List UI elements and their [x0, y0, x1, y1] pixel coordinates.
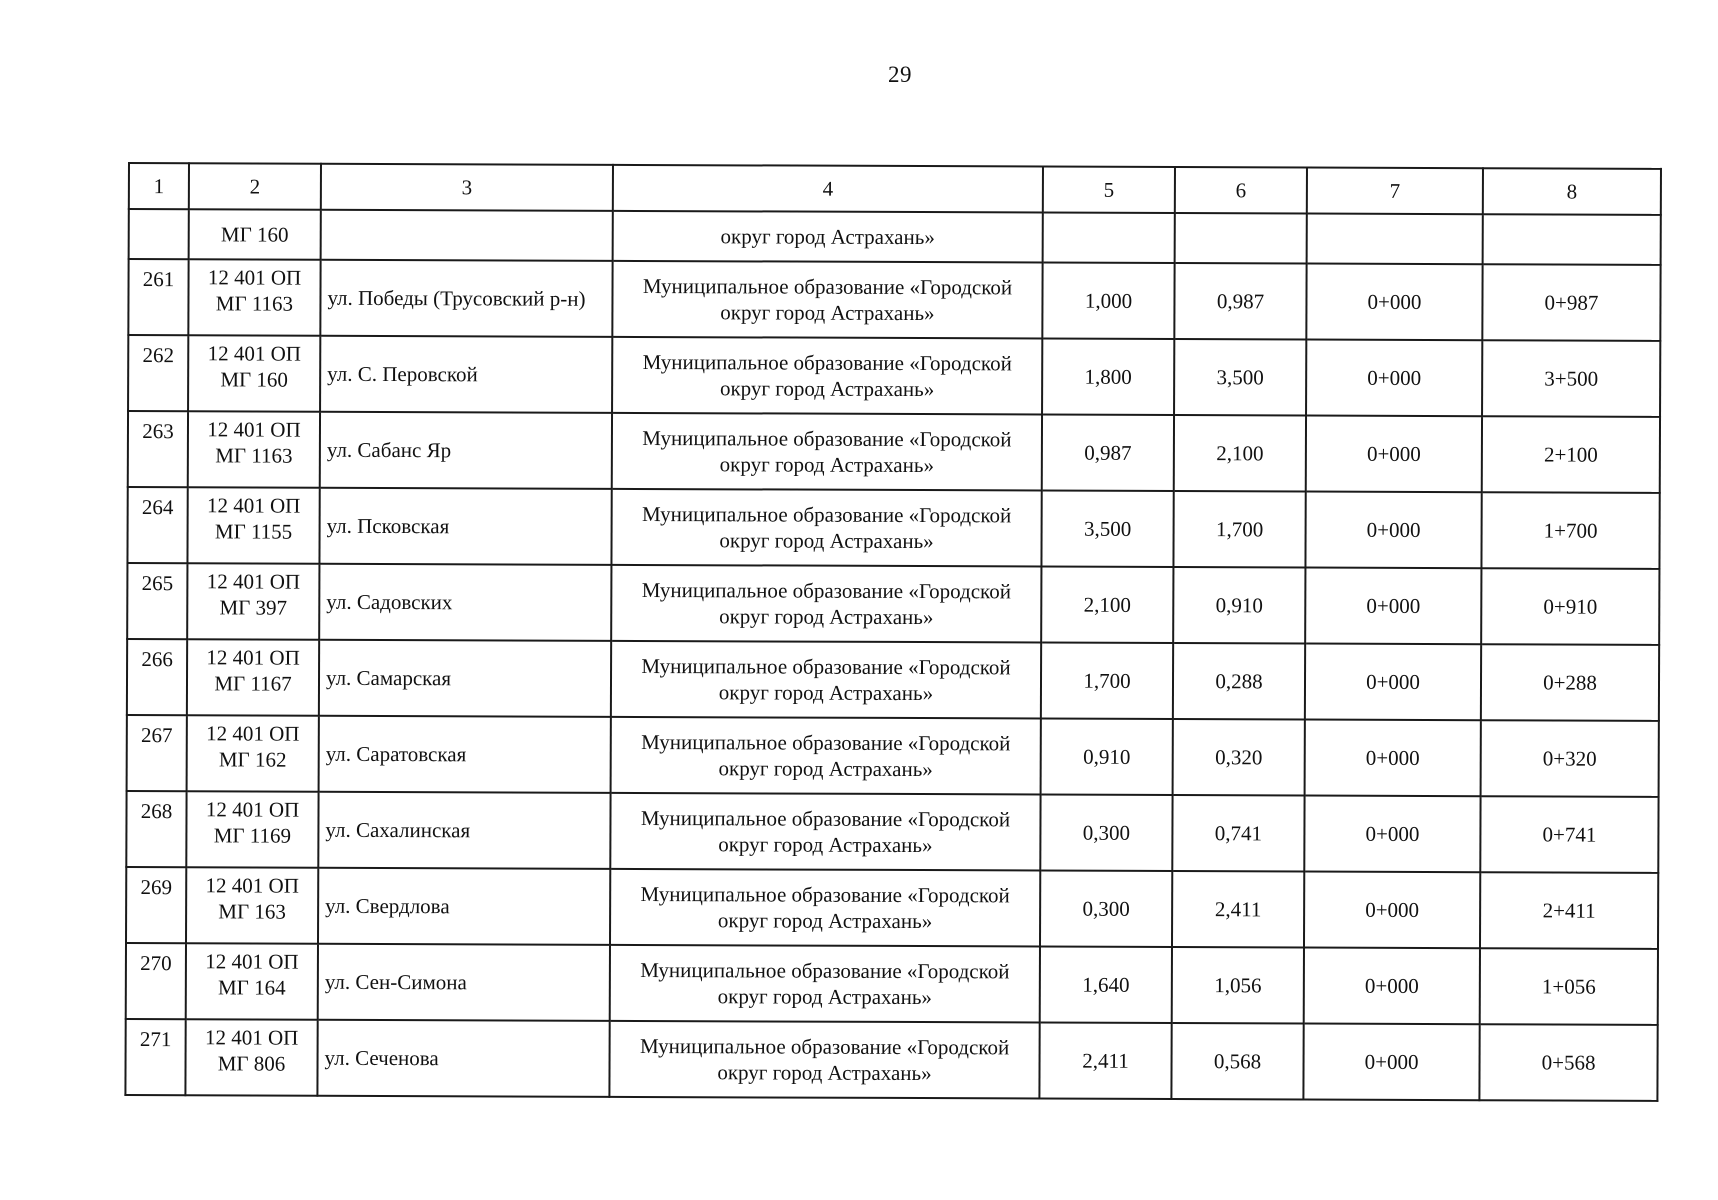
value-cell-8: 3+500 — [1482, 340, 1660, 417]
value-cell-6: 2,411 — [1172, 871, 1304, 948]
value-cell-7: 0+000 — [1306, 340, 1482, 417]
owner-line: округ город Астрахань» — [719, 376, 935, 402]
table-row — [128, 259, 1660, 341]
road-code-line: 12 401 ОП — [205, 949, 299, 974]
roads-table — [124, 162, 1662, 1102]
owner-line: Муниципальное образование «Городской — [641, 653, 1011, 680]
value-cell-8: 1+056 — [1480, 948, 1658, 1025]
value-cell-5: 0,300 — [1040, 871, 1172, 948]
value-cell-5: 0,300 — [1040, 795, 1172, 872]
value-cell-5: 3,500 — [1041, 491, 1173, 568]
value-cell-6: 0,568 — [1171, 1023, 1303, 1100]
owner-line: Муниципальное образование «Городской — [640, 805, 1011, 832]
street-name-cell: ул. Садовских — [319, 564, 611, 641]
row-number-cell: 268 — [126, 791, 186, 867]
column-number: 7 — [1307, 168, 1483, 215]
road-code-cell — [187, 715, 319, 792]
owner-line: округ город Астрахань» — [717, 1060, 932, 1086]
street-name-cell: ул. Саратовская — [319, 716, 611, 793]
road-code-line: МГ 1163 — [215, 291, 294, 316]
owner-cell — [611, 641, 1041, 719]
value-cell-8: 0+987 — [1482, 264, 1660, 341]
value-cell-8: 0+320 — [1481, 720, 1659, 797]
row-number-cell — [129, 209, 189, 259]
road-code-cell: МГ 160 — [189, 209, 321, 260]
road-code-cell — [185, 1019, 317, 1096]
table-row — [126, 791, 1658, 873]
road-code-line: МГ 163 — [218, 899, 286, 924]
value-cell-8: 1+700 — [1481, 492, 1659, 569]
owner-line: Муниципальное образование «Городской — [642, 273, 1013, 300]
road-code-cell — [187, 639, 319, 716]
owner-cell: округ город Астрахань» — [613, 211, 1043, 263]
row-number-cell: 264 — [127, 487, 187, 563]
road-code-cell — [186, 867, 318, 944]
value-cell-8: 0+910 — [1481, 568, 1659, 645]
value-cell-8: 2+411 — [1480, 872, 1658, 949]
value-cell-6 — [1175, 213, 1307, 264]
owner-cell — [611, 717, 1041, 795]
street-name-cell: ул. Сабанс Яр — [320, 412, 612, 489]
column-number: 4 — [613, 165, 1043, 213]
row-number-cell: 262 — [128, 335, 188, 411]
continuation-row — [129, 209, 1661, 265]
owner-cell — [610, 869, 1040, 947]
owner-line: округ город Астрахань» — [718, 756, 933, 782]
value-cell-5: 1,640 — [1040, 947, 1172, 1024]
road-code-line: 12 401 ОП — [205, 797, 300, 822]
owner-line: Муниципальное образование «Городской — [642, 349, 1012, 376]
road-code-line: МГ 1163 — [215, 443, 293, 468]
column-number: 2 — [189, 163, 321, 210]
street-name-cell: ул. Самарская — [319, 640, 611, 717]
owner-line: Муниципальное образование «Городской — [640, 957, 1010, 984]
road-code-line: МГ 162 — [218, 747, 287, 772]
value-cell-6: 0,987 — [1174, 263, 1306, 340]
value-cell-7: 0+000 — [1304, 948, 1480, 1025]
owner-cell — [611, 489, 1041, 567]
value-cell-6: 2,100 — [1174, 415, 1306, 492]
value-cell-8: 0+568 — [1479, 1024, 1657, 1101]
value-cell-7 — [1307, 214, 1483, 265]
road-code-line: МГ 160 — [220, 367, 288, 392]
table-row — [126, 867, 1658, 949]
value-cell-7: 0+000 — [1305, 568, 1481, 645]
table-row — [126, 943, 1658, 1025]
owner-line: Муниципальное образование «Городской — [642, 425, 1012, 452]
road-code-line: МГ 164 — [217, 975, 286, 1000]
value-cell-7: 0+000 — [1305, 644, 1481, 721]
owner-line: Муниципальное образование «Городской — [639, 1033, 1010, 1060]
value-cell-6: 1,700 — [1173, 491, 1305, 568]
street-name-cell: ул. Сахалинская — [318, 792, 610, 869]
table-row — [125, 1019, 1657, 1101]
column-number: 3 — [321, 164, 613, 211]
owner-line: Муниципальное образование «Городской — [641, 577, 1012, 604]
owner-line: округ город Астрахань» — [718, 680, 934, 706]
value-cell-5: 1,800 — [1042, 339, 1174, 416]
page-number: 29 — [888, 62, 912, 87]
value-cell-6: 1,056 — [1172, 947, 1304, 1024]
road-code-cell — [188, 259, 320, 336]
table-row — [127, 563, 1659, 645]
value-cell-7: 0+000 — [1305, 720, 1481, 797]
value-cell-6: 0,288 — [1173, 643, 1305, 720]
row-number-cell: 266 — [127, 639, 187, 715]
value-cell-5: 2,411 — [1039, 1023, 1171, 1100]
column-number: 1 — [129, 163, 189, 209]
row-number-cell: 270 — [126, 943, 186, 1019]
road-code-line: МГ 806 — [217, 1051, 286, 1076]
table-row — [128, 411, 1660, 493]
road-code-line: 12 401 ОП — [207, 417, 301, 442]
road-code-line: 12 401 ОП — [206, 569, 301, 594]
street-name-cell: ул. Победы (Трусовский р-н) — [320, 260, 612, 337]
row-number-cell: 263 — [128, 411, 188, 487]
road-code-line: 12 401 ОП — [207, 265, 302, 290]
street-name-cell — [321, 210, 613, 261]
column-number: 8 — [1483, 168, 1661, 215]
value-cell-7: 0+000 — [1303, 1024, 1479, 1101]
value-cell-5: 0,910 — [1041, 719, 1173, 796]
table-row — [127, 639, 1659, 721]
value-cell-8: 2+100 — [1482, 416, 1660, 493]
road-code-line: МГ 397 — [219, 595, 288, 620]
owner-line: округ город Астрахань» — [719, 452, 935, 478]
road-code-line: МГ 1155 — [214, 519, 293, 544]
row-number-cell: 271 — [125, 1019, 185, 1095]
table-row — [128, 335, 1660, 417]
value-cell-5: 1,700 — [1041, 643, 1173, 720]
road-code-cell — [188, 335, 320, 412]
road-code-cell — [187, 487, 319, 564]
table-row — [127, 715, 1659, 797]
owner-line: округ город Астрахань» — [719, 604, 934, 630]
owner-line: округ город Астрахань» — [717, 908, 933, 934]
road-code-line: 12 401 ОП — [206, 493, 301, 518]
owner-line: округ город Астрахань» — [720, 300, 935, 326]
owner-cell — [610, 945, 1040, 1023]
value-cell-7: 0+000 — [1304, 872, 1480, 949]
row-number-cell: 261 — [128, 259, 188, 335]
owner-line: округ город Астрахань» — [718, 832, 933, 858]
owner-cell — [609, 1021, 1039, 1099]
owner-cell — [612, 337, 1042, 415]
owner-line: округ город Астрахань» — [719, 528, 934, 554]
road-code-line: МГ 1167 — [214, 671, 292, 696]
street-name-cell: ул. Псковская — [319, 488, 611, 565]
street-name-cell: ул. Сеченова — [317, 1020, 609, 1097]
value-cell-6: 0,910 — [1173, 567, 1305, 644]
road-code-cell — [188, 411, 320, 488]
column-number: 5 — [1043, 167, 1175, 214]
street-name-cell: ул. Сен-Симона — [318, 944, 610, 1021]
owner-line: Муниципальное образование «Городской — [641, 729, 1011, 756]
value-cell-6: 3,500 — [1174, 339, 1306, 416]
road-code-line: МГ 1169 — [213, 823, 292, 848]
road-code-cell — [186, 943, 318, 1020]
road-code-cell — [186, 791, 318, 868]
value-cell-6: 0,320 — [1173, 719, 1305, 796]
row-number-cell: 265 — [127, 563, 187, 639]
owner-cell — [612, 261, 1042, 339]
value-cell-5 — [1043, 213, 1175, 264]
value-cell-7: 0+000 — [1306, 416, 1482, 493]
street-name-cell: ул. С. Перовской — [320, 336, 612, 413]
value-cell-5: 2,100 — [1041, 567, 1173, 644]
owner-line: Муниципальное образование «Городской — [640, 881, 1010, 908]
street-name-cell: ул. Свердлова — [318, 868, 610, 945]
owner-cell — [611, 565, 1041, 643]
road-code-line: 12 401 ОП — [206, 645, 300, 670]
column-number: 6 — [1175, 167, 1307, 214]
value-cell-5: 0,987 — [1042, 415, 1174, 492]
value-cell-8: 0+288 — [1481, 644, 1659, 721]
road-code-line: 12 401 ОП — [206, 721, 300, 746]
road-code-line: 12 401 ОП — [205, 873, 299, 898]
value-cell-8: 0+741 — [1480, 796, 1658, 873]
value-cell-7: 0+000 — [1306, 264, 1482, 341]
value-cell-7: 0+000 — [1305, 492, 1481, 569]
value-cell-6: 0,741 — [1172, 795, 1304, 872]
road-code-line: 12 401 ОП — [207, 341, 301, 366]
value-cell-5: 1,000 — [1042, 263, 1174, 340]
value-cell-8 — [1483, 214, 1661, 265]
owner-line: округ город Астрахань» — [717, 984, 932, 1010]
road-code-cell — [187, 563, 319, 640]
owner-line: Муниципальное образование «Городской — [641, 501, 1012, 528]
row-number-cell: 267 — [127, 715, 187, 791]
road-code-line: 12 401 ОП — [204, 1025, 299, 1050]
value-cell-7: 0+000 — [1304, 796, 1480, 873]
row-number-cell: 269 — [126, 867, 186, 943]
column-number-row — [129, 163, 1661, 215]
table-row — [127, 487, 1659, 569]
owner-cell — [612, 413, 1042, 491]
owner-cell — [610, 793, 1040, 871]
